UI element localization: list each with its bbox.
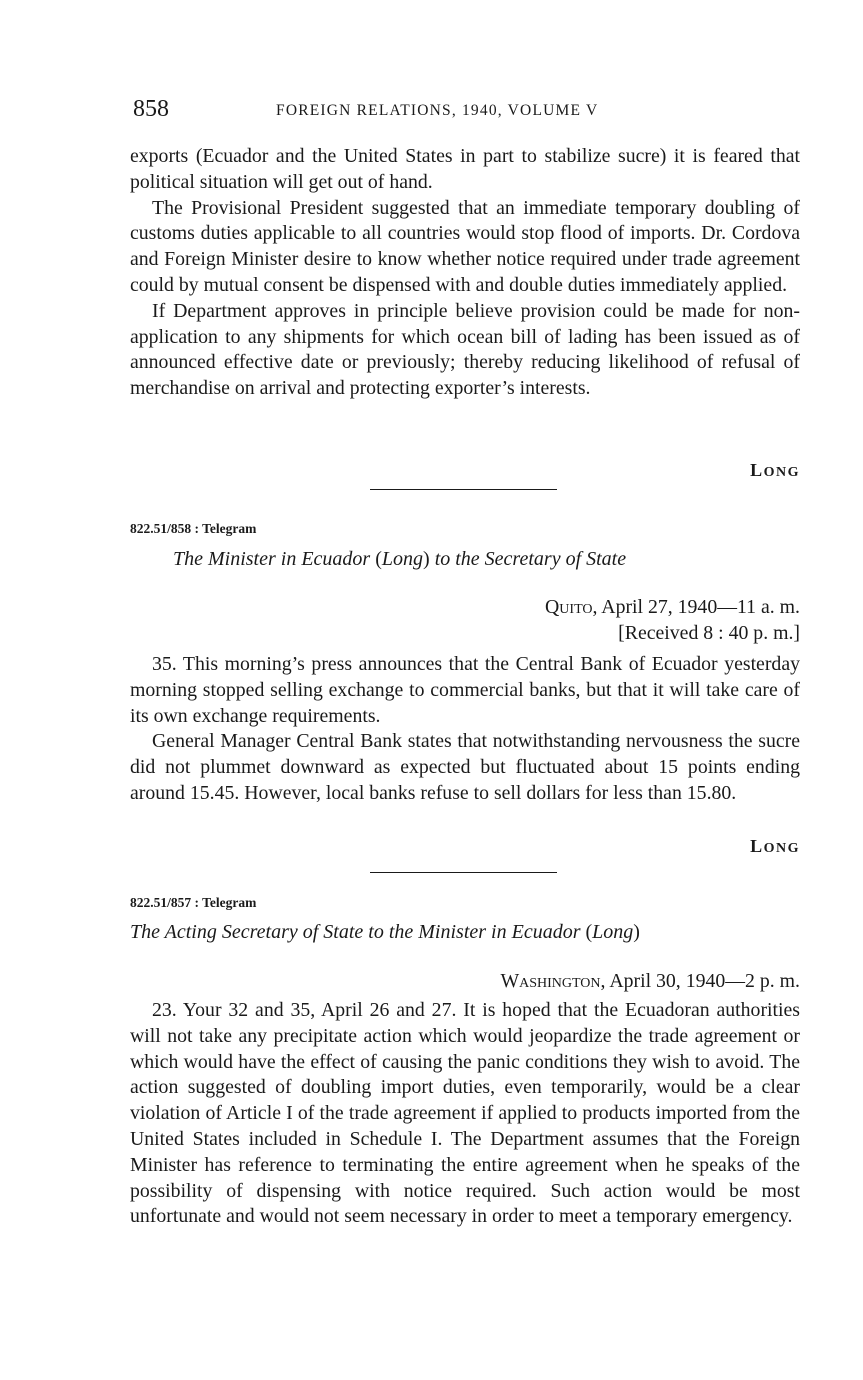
section1-signature: [750, 460, 800, 481]
section1-paragraph-1: exports (Ecuador and the United States in part to stabilize sucre) it is feared that political situation will get out of hand.: [130, 145, 800, 193]
section-divider-2: [370, 872, 557, 873]
section1-body: [130, 144, 800, 402]
section2-file-ref: 822.51/858 : Telegram: [130, 521, 257, 536]
section2-title-part1: The Minister in Ecuador: [173, 548, 376, 570]
section2-dateline: [545, 595, 800, 647]
section3-title-paren-open: (: [585, 921, 593, 943]
section3-dateline-line: [500, 969, 800, 995]
section3-title-paren-close: ): [633, 921, 640, 943]
signature-rest: ONG: [763, 465, 800, 480]
section2-received: [Received 8 : 40 p. m.]: [618, 621, 800, 644]
section2-title-name: Long: [381, 548, 424, 570]
section3-place: Washington: [500, 970, 601, 992]
section3-paragraph-1: 23. Your 32 and 35, April 26 and 27. It is hoped that the Ecuadoran authorities will not take any precipitate action which would jeopardize the trade agreement or which would have the effect of causing the panic conditions they wish to avoid. The action suggested of doubling import duties, even temporarily, would be a clear violation of Article I of the trade agreement if applied to products imported from the United States included in Schedule I. The Department assumes that the Foreign Minister has reference to terminating the entire agreement when he speaks of the possibility of dispensing with notice required. Such action would be most unfortunate and would not seem necessary in order to meet a temporary emergency.: [130, 999, 800, 1228]
section3-body: [130, 998, 800, 1230]
section3-date: , April 30, 1940—2 p. m.: [600, 970, 800, 992]
signature-rest: ONG: [763, 841, 800, 856]
signature-initial: L: [750, 836, 764, 856]
section2-title: [173, 548, 626, 571]
section-divider-1: [370, 489, 557, 490]
page-number: 858: [133, 96, 169, 122]
running-title: FOREIGN RELATIONS, 1940, VOLUME V: [276, 102, 599, 119]
section2-dateline-line: [545, 595, 800, 621]
section2-paragraph-1: 35. This morning’s press announces that the Central Bank of Ecuador yesterday morning stopped selling exchange to commercial banks, but that it will take care of its own exchange requirements.: [130, 653, 800, 727]
section2-body: [130, 652, 800, 807]
section3-title-part1: The Acting Secretary of State to the Minister in Ecuador: [130, 921, 586, 943]
section2-paragraph-2: General Manager Central Bank states that notwithstanding nervousness the sucre did not plummet downward as expected but fluctuated about 15 points ending around 15.45. However, local banks refuse to sell dollars for less than 15.80.: [130, 730, 800, 804]
section2-signature: [750, 836, 800, 857]
section1-paragraph-3: If Department approves in principle believe provision could be made for non-application to any shipments for which ocean bill of lading has been issued as of announced effective date or previously; thereby reducing likelihood of refusal of merchandise on arrival and protecting exporter’s interests.: [130, 299, 800, 400]
section3-file-ref: 822.51/857 : Telegram: [130, 895, 257, 910]
page-header: [133, 96, 800, 128]
section2-title-paren-open: (: [375, 548, 382, 570]
section2-title-paren-close: ): [423, 548, 430, 570]
section3-title-name: Long: [592, 921, 634, 943]
section2-date: , April 27, 1940—11 a. m.: [592, 596, 800, 618]
section2-place: Quito: [545, 596, 593, 618]
section2-title-part2: to the Secretary of State: [429, 548, 627, 570]
signature-initial: L: [750, 460, 764, 480]
section1-paragraph-2: The Provisional President suggested that an immediate temporary doubling of customs duties applicable to all countries would stop flood of imports. Dr. Cordova and Foreign Minister desire to know whether notice required under trade agreement could by mutual consent be dispensed with and double duties immediately applied.: [130, 196, 800, 296]
section3-title: [130, 921, 640, 944]
section3-dateline: [500, 969, 800, 995]
